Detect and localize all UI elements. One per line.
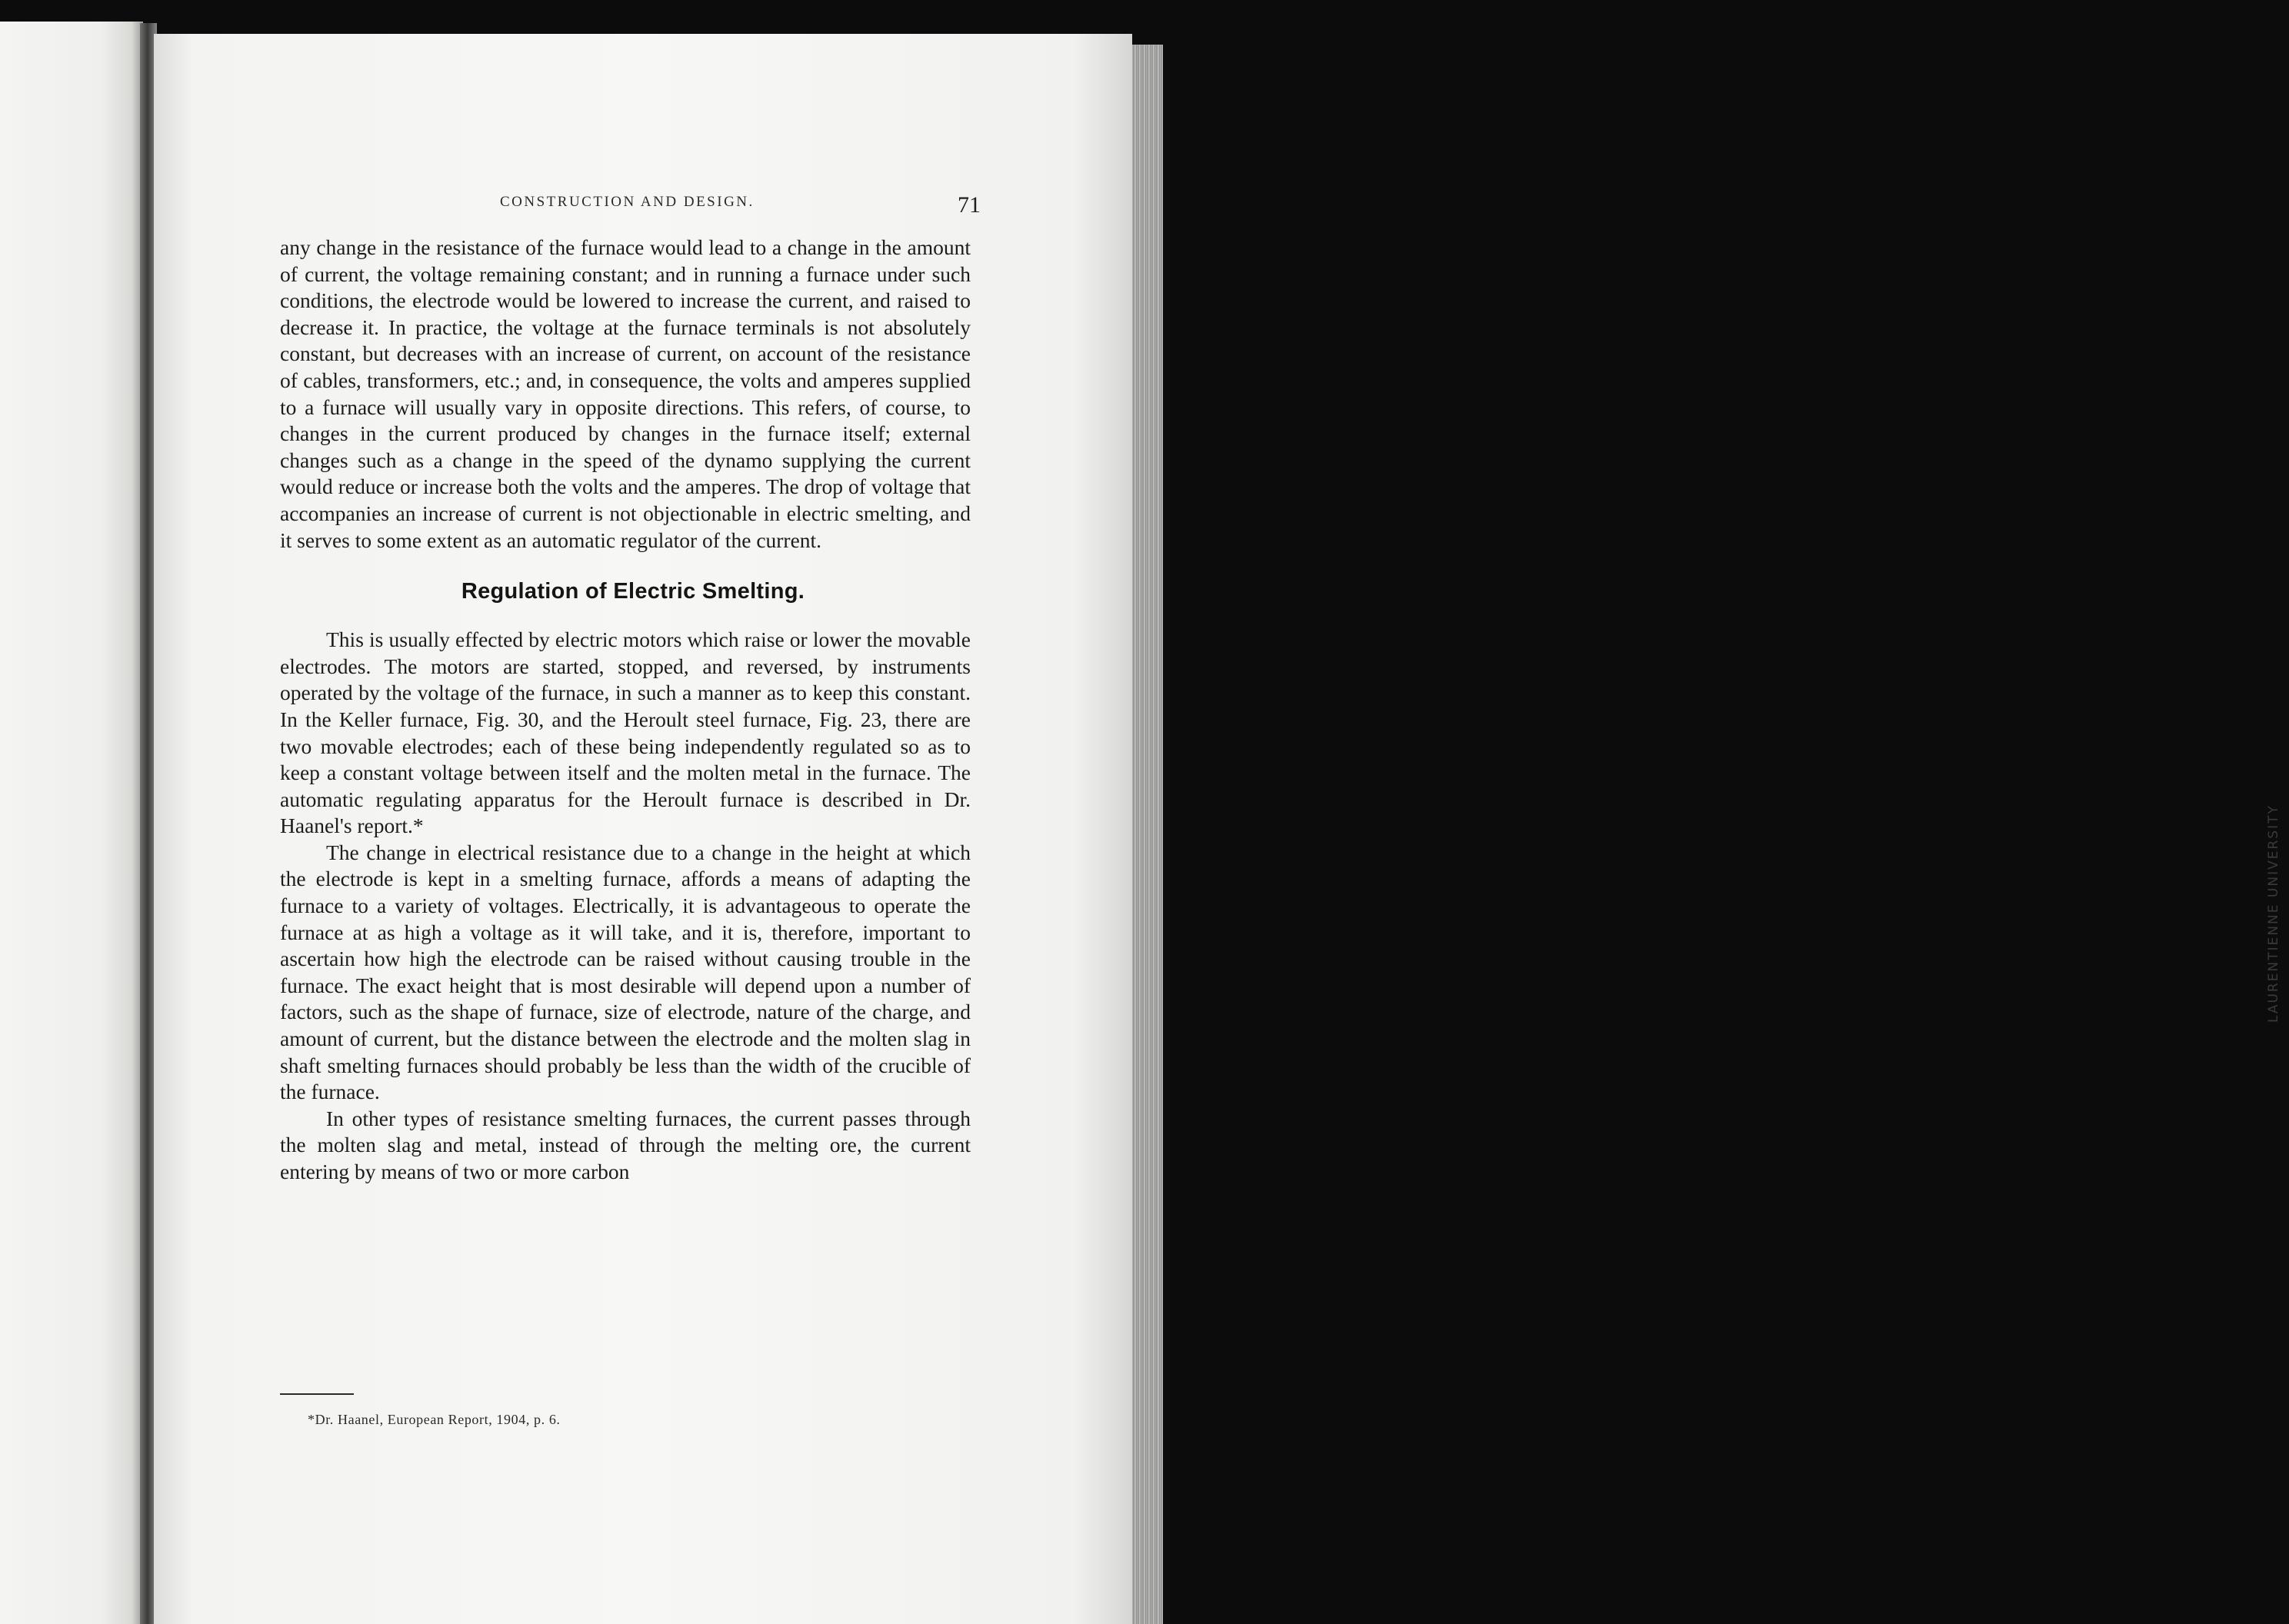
footnote-rule — [280, 1393, 354, 1395]
running-head: CONSTRUCTION AND DESIGN. — [500, 194, 755, 210]
paragraph: The change in electrical resistance due to a change in the height at which the electrode is kept in a smelting furnace, affords a means of adapting the furnace to a variety of voltages. Electrically, it is advantageous to operate the furnace at as high a voltage as it will take, and it is, therefore, important to ascertain how high the electrode can be raised without causing trouble in the furnace. The exact height that is most desirable will depend upon a number of factors, such as the shape of furnace, size of electrode, nature of the charge, and amount of current, but the distance between the electrode and the molten slag in shaft smelting furnaces should probably be less than the width of the crucible of the furnace. — [280, 840, 971, 1104]
paragraph: This is usually effected by electric motors which raise or lower the movable electrodes. The motors are started, stopped, and reversed, by instruments operated by the voltage of the furnace, in such a manner as to keep this constant. In the Keller furnace, Fig. 30, and the Heroult steel furnace, Fig. 23, there are two movable electrodes; each of these being independently regulated so as to keep a constant voltage between itself and the molten metal in the furnace. The automatic regulating apparatus for the Heroult furnace is described in Dr. Haanel's report.* — [280, 627, 971, 838]
left-page — [0, 22, 143, 1624]
footnote: *Dr. Haanel, European Report, 1904, p. 6. — [308, 1412, 561, 1427]
section-heading: Regulation of Electric Smelting. — [461, 579, 805, 604]
paragraph: In other types of resistance smelting furnaces, the current passes through the molten slag and metal, instead of through the melting ore, the current entering by means of two or more carbon — [280, 1106, 971, 1183]
library-stamp: LAURENTIENNE UNIVERSITY — [2266, 804, 2281, 1023]
page-number: 71 — [958, 192, 981, 218]
page-edge — [1132, 45, 2281, 1624]
paragraph-continued: any change in the resistance of the furnace would lead to a change in the amount of current, the voltage remaining constant; and in running a furnace under such conditions, the electrode would be lowered to increase the current, and raised to decrease it. In practice, the voltage at the furnace terminals is not absolutely constant, but decreases with an increase of current, on account of the resistance of cables, transformers, etc.; and, in consequence, the volts and amperes supplied to a furnace will usually vary in opposite directions. This refers, of course, to changes in the current produced by changes in the furnace itself; external changes such as a change in the speed of the dynamo supplying the current would reduce or increase both the volts and the amperes. The drop of voltage that accompanies an increase of current is not objectionable in electric smelting, and it serves to some extent as an automatic regulator of the current. — [280, 235, 971, 552]
body-text — [280, 235, 971, 1186]
